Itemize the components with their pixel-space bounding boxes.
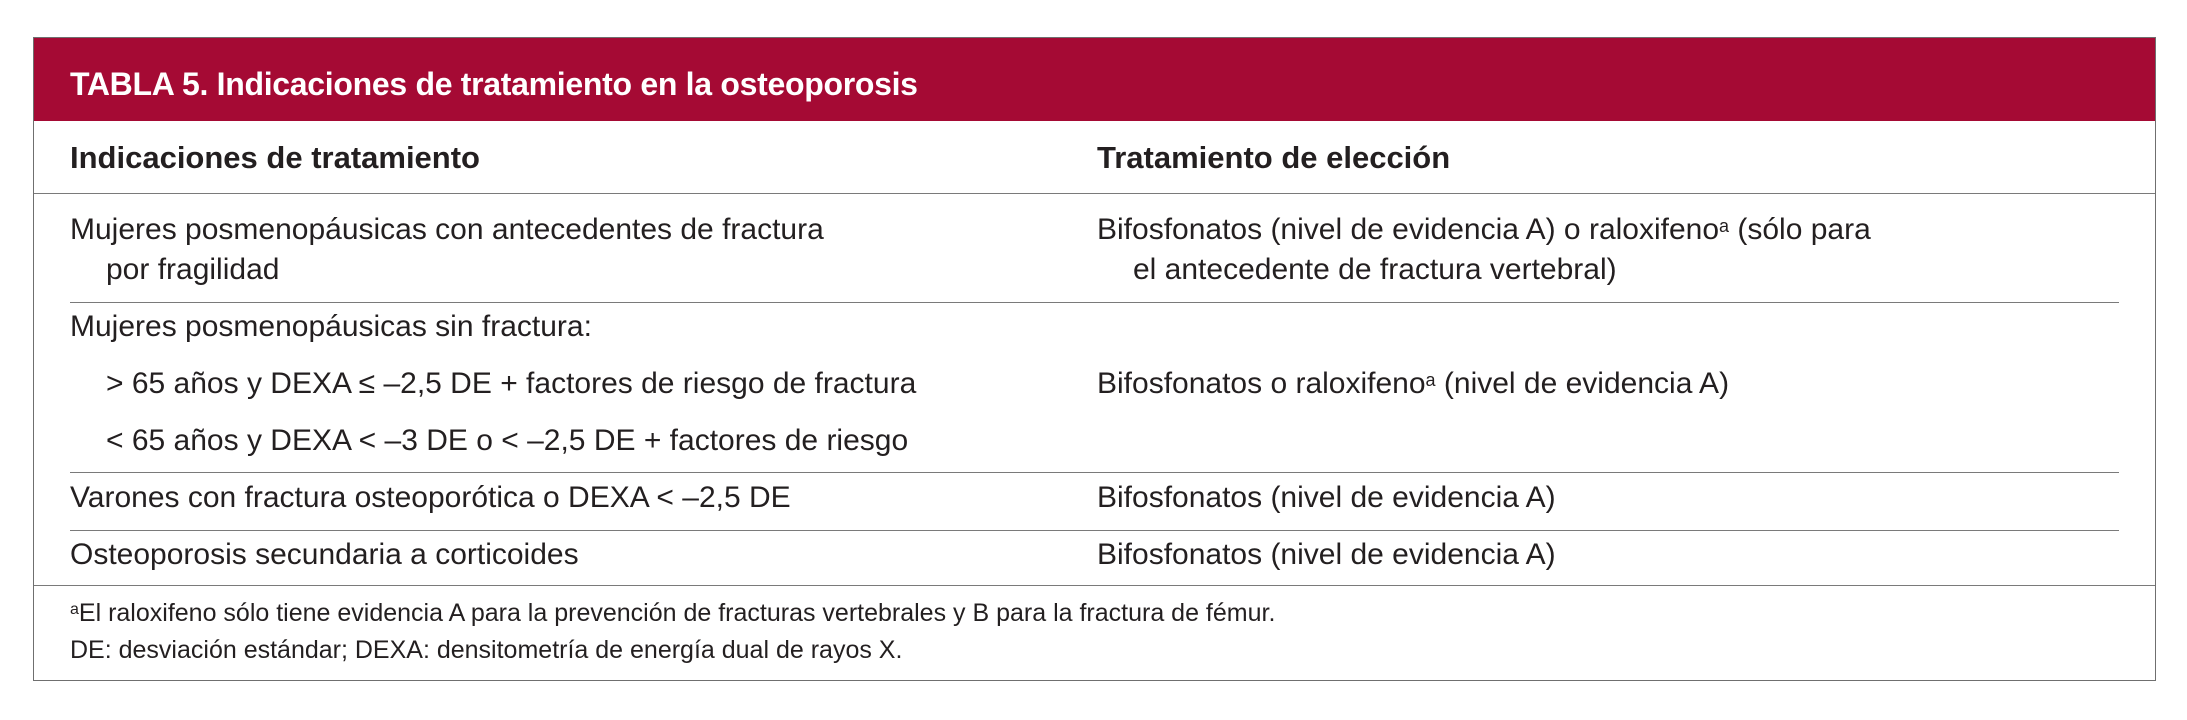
row1-treatment-text: Bifosfonatos (nivel de evidencia A) o raloxifeno [1097, 213, 1720, 246]
table-title-bar [34, 38, 2155, 121]
footnote-marker: a [1425, 370, 1436, 390]
column-header-treatment: Tratamiento de elección [1097, 140, 1451, 175]
footnote-1 [70, 595, 1275, 631]
footnote-marker: a [1719, 216, 1730, 236]
row2-treatment [1097, 364, 1729, 404]
row4-treatment: Bifosfonatos (nivel de evidencia A) [1097, 538, 1556, 571]
row4-indication: Osteoporosis secundaria a corticoides [70, 538, 579, 571]
footnote-marker: a [70, 601, 79, 618]
row1-treatment-text-cont: (sólo para [1729, 213, 1871, 246]
row2-indication-sub1: > 65 años y DEXA ≤ –2,5 DE + factores de riesgo de fractura [106, 367, 917, 400]
row1-indication-line2: por fragilidad [106, 253, 280, 286]
row-divider [70, 530, 2119, 531]
footnote-1-text: El raloxifeno sólo tiene evidencia A para la prevención de fracturas vertebrales y B para la fractura de fémur. [78, 599, 1276, 627]
table-title: TABLA 5. Indicaciones de tratamiento en la osteoporosis [70, 66, 918, 102]
row2-treatment-text: Bifosfonatos o raloxifeno [1097, 367, 1426, 400]
footnote-2: DE: desviación estándar; DEXA: densitometría de energía dual de rayos X. [70, 636, 903, 664]
row3-treatment: Bifosfonatos (nivel de evidencia A) [1097, 481, 1556, 514]
row1-indication-line1: Mujeres posmenopáusicas con antecedentes de fractura [70, 213, 824, 246]
row2-treatment-text-cont: (nivel de evidencia A) [1435, 367, 1730, 400]
row1-treatment-line1 [1097, 210, 1871, 250]
treatment-table [33, 37, 2156, 681]
footnote-divider [34, 585, 2155, 586]
column-header-indications: Indicaciones de tratamiento [70, 140, 480, 175]
row1-indication [70, 210, 824, 290]
header-divider [34, 193, 2155, 194]
row2-indication-heading: Mujeres posmenopáusicas sin fractura: [70, 310, 592, 343]
row1-treatment [1097, 210, 1871, 290]
row-divider [70, 472, 2119, 473]
row3-indication: Varones con fractura osteoporótica o DEXA < –2,5 DE [70, 481, 791, 514]
row1-treatment-line2: el antecedente de fractura vertebral) [1133, 253, 1617, 286]
row-divider [70, 302, 2119, 303]
row2-indication-sub2: < 65 años y DEXA < –3 DE o < –2,5 DE + factores de riesgo [106, 424, 909, 457]
